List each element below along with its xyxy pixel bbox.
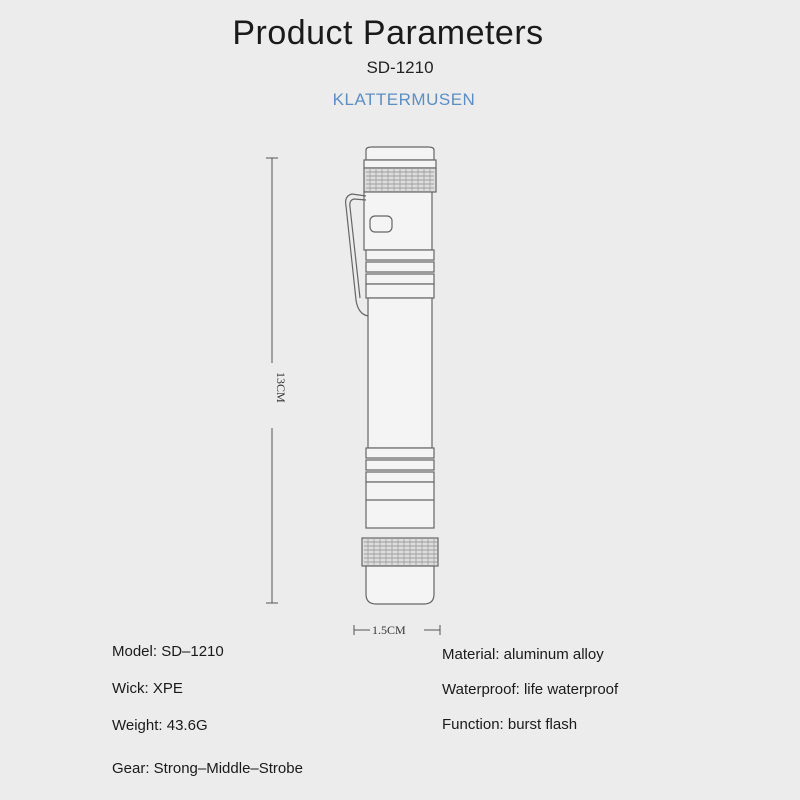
spec-waterproof: Waterproof: life waterproof — [442, 681, 619, 698]
switch-button — [370, 216, 392, 232]
flashlight-body — [346, 147, 438, 604]
width-label: 1.5CM — [372, 623, 406, 637]
spec-weight: Weight: 43.6G — [112, 717, 208, 734]
spec-material: Material: aluminum alloy — [442, 646, 604, 663]
brand-name: KLATTERMUSEN — [332, 90, 476, 109]
length-label: 13CM — [274, 372, 288, 403]
spec-gear: Gear: Strong–Middle–Strobe — [112, 760, 303, 777]
page-title: Product Parameters — [232, 14, 544, 52]
spec-function: Function: burst flash — [442, 716, 578, 733]
spec-model: Model: SD–1210 — [112, 643, 224, 660]
model-subtitle: SD-1210 — [366, 58, 434, 77]
spec-wick: Wick: XPE — [112, 680, 183, 697]
